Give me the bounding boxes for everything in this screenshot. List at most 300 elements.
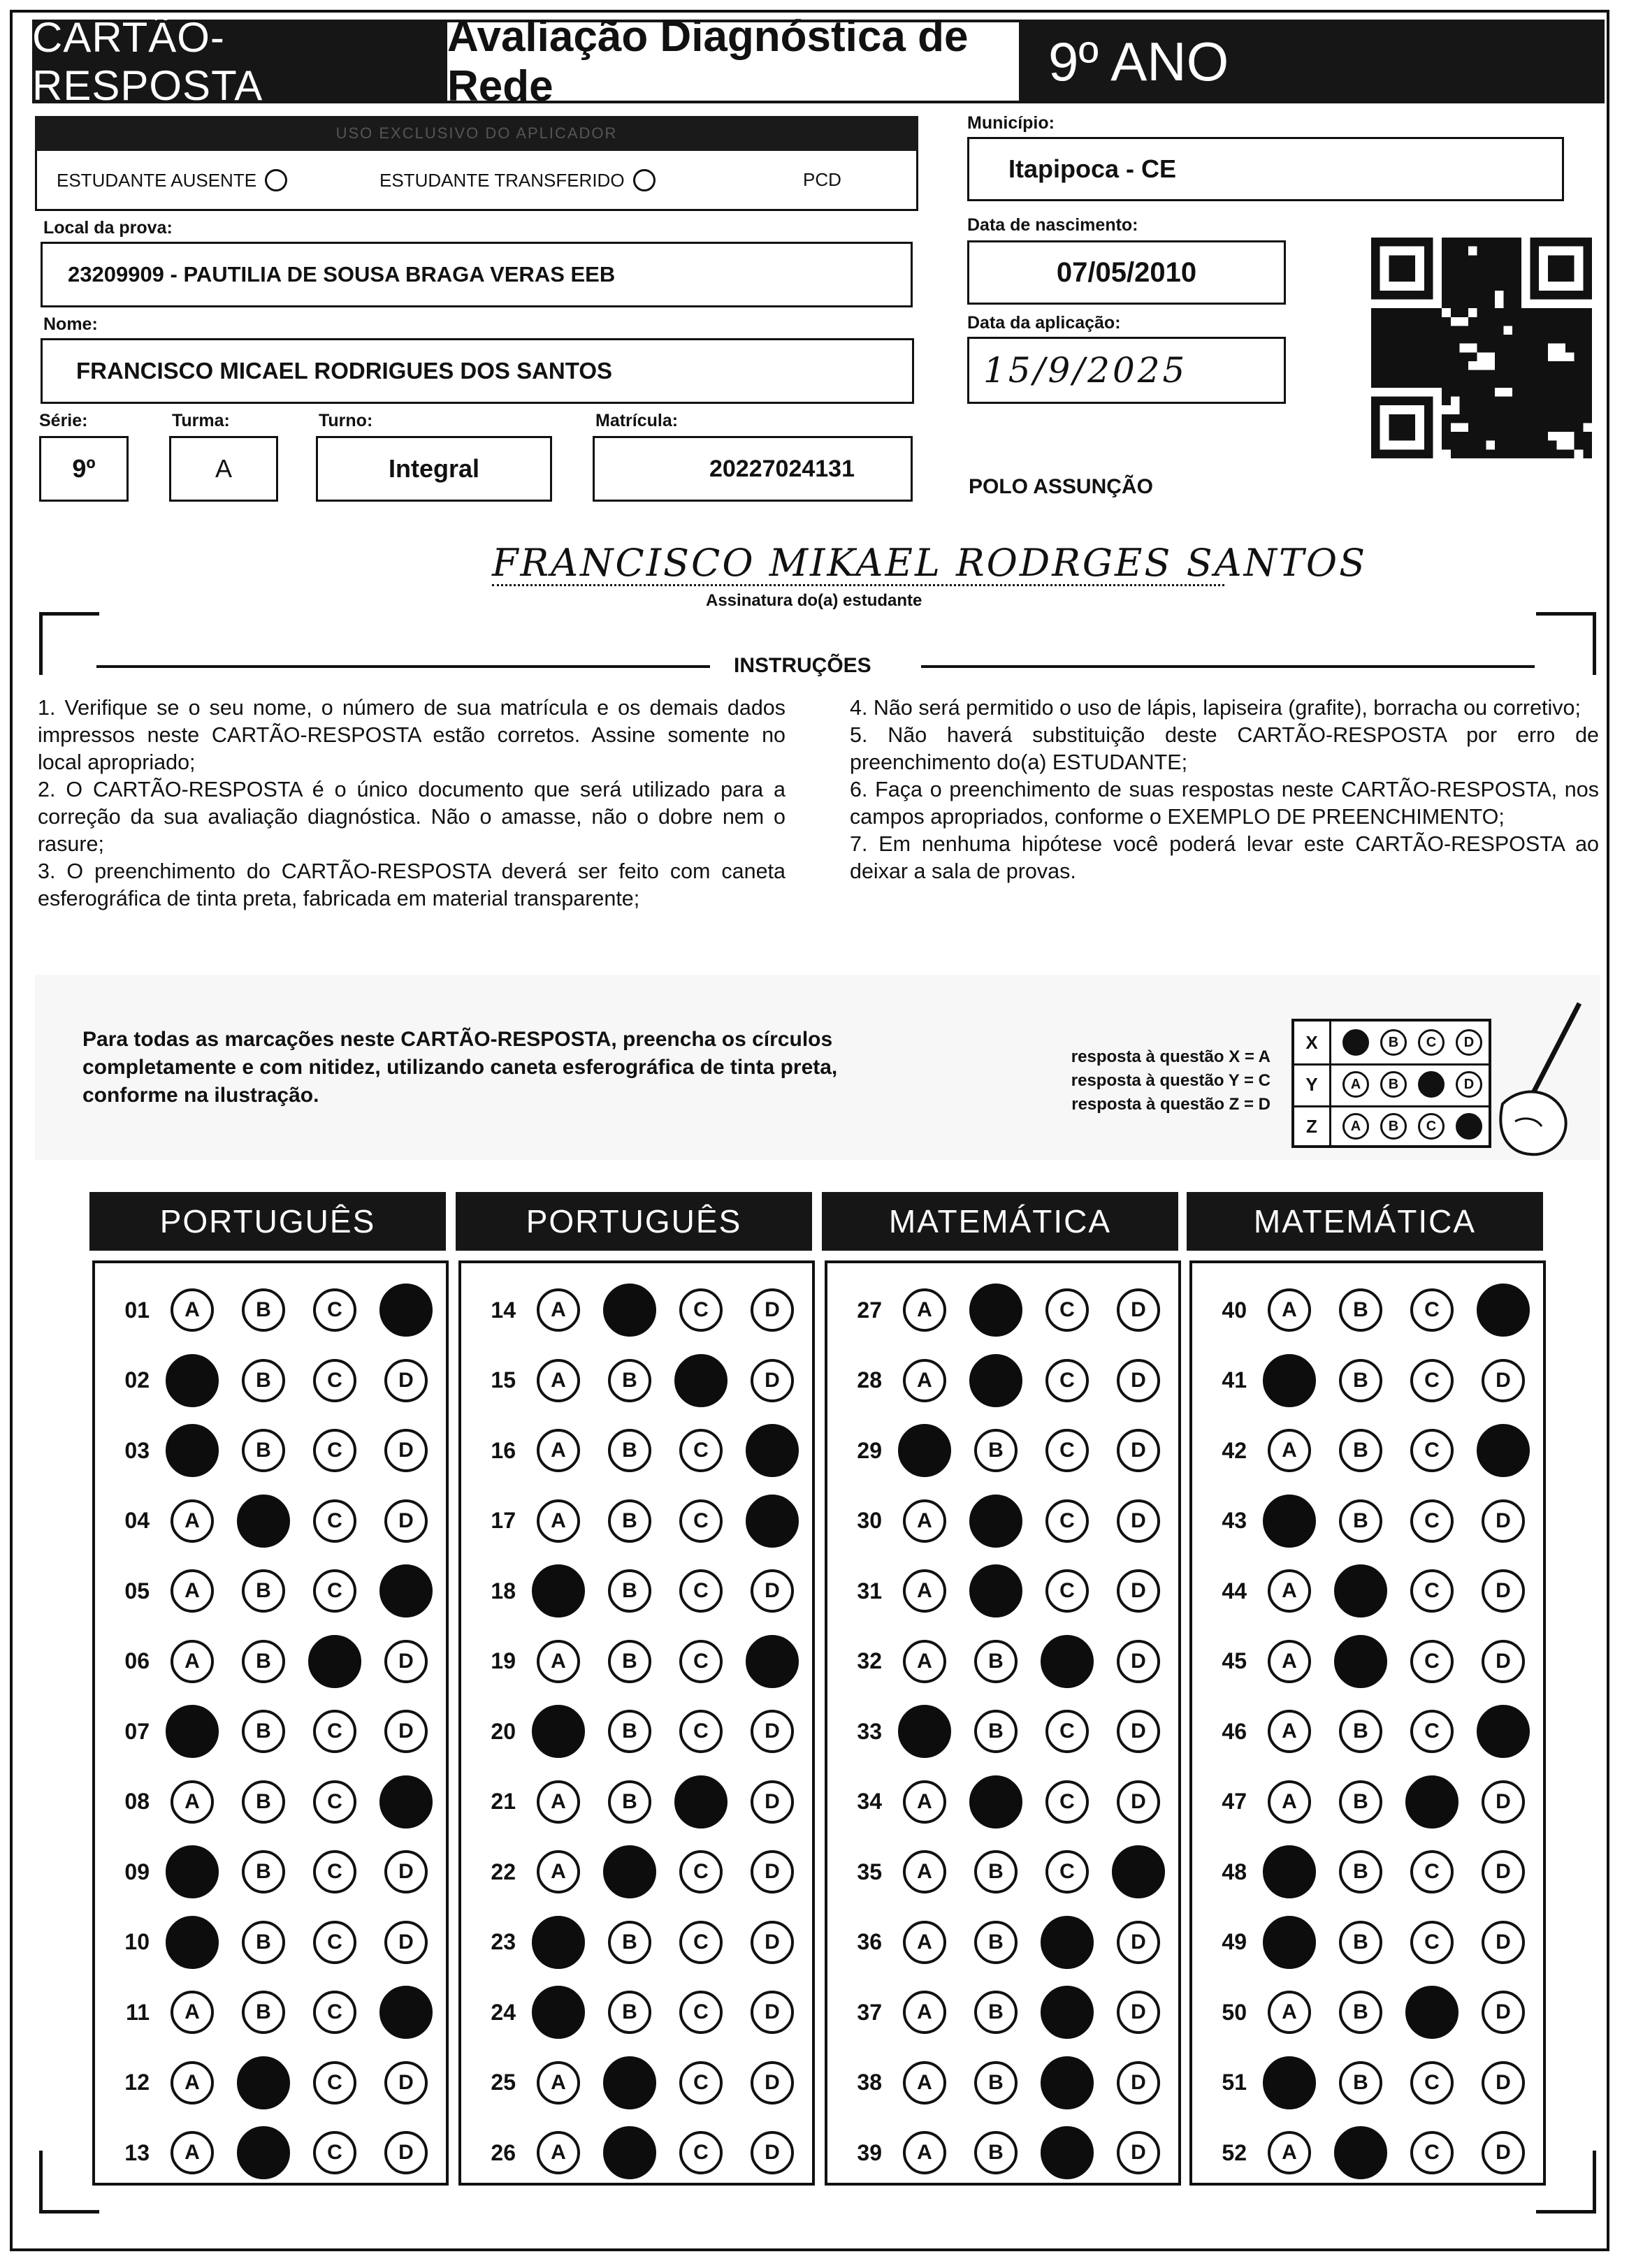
answer-bubble[interactable]: C — [313, 1921, 356, 1964]
answer-bubble-filled[interactable] — [1477, 1705, 1530, 1758]
answer-bubble[interactable]: A — [171, 1640, 214, 1683]
answer-bubble-filled[interactable] — [1041, 2056, 1094, 2109]
answer-bubble[interactable]: A — [903, 2131, 946, 2174]
answer-bubble[interactable]: D — [751, 1850, 794, 1893]
answer-bubble[interactable]: C — [313, 1569, 356, 1613]
turma-label: Turma: — [172, 411, 230, 430]
answer-bubble[interactable]: B — [242, 1991, 285, 2034]
question-number: 29 — [857, 1437, 882, 1463]
answer-bubble[interactable]: D — [1117, 1710, 1160, 1753]
answer-bubble[interactable]: C — [1410, 2061, 1454, 2105]
question-row — [1192, 1776, 1539, 1828]
answer-bubble[interactable]: B — [1339, 1921, 1382, 1964]
answer-bubble[interactable]: D — [751, 1359, 794, 1402]
answer-bubble[interactable]: D — [384, 1850, 428, 1893]
question-number: 34 — [857, 1789, 882, 1814]
subject-header: MATEMÁTICA — [1187, 1192, 1543, 1251]
fill-example-bubble: D — [1456, 1029, 1482, 1056]
answer-bubble-filled[interactable] — [237, 1495, 290, 1548]
answer-bubble[interactable]: A — [903, 2061, 946, 2105]
question-number: 12 — [124, 2070, 150, 2095]
answer-bubble-filled[interactable] — [1041, 1635, 1094, 1688]
answer-bubble[interactable]: A — [1268, 2131, 1311, 2174]
answer-bubble[interactable]: B — [1339, 2061, 1382, 2105]
answer-bubble[interactable]: C — [313, 2061, 356, 2105]
question-number: 31 — [857, 1578, 882, 1604]
corner-mark-top-left — [39, 612, 99, 675]
application-date-label: Data da aplicação: — [967, 313, 1121, 333]
answer-bubble[interactable]: D — [1482, 1850, 1525, 1893]
question-row — [827, 2057, 1174, 2109]
answer-bubble[interactable]: C — [1045, 1288, 1089, 1332]
answer-bubble[interactable]: D — [384, 1359, 428, 1402]
answer-bubble[interactable]: D — [1117, 1780, 1160, 1824]
answer-bubble-filled[interactable] — [166, 1916, 219, 1969]
answer-bubble-filled[interactable] — [603, 1284, 656, 1337]
answer-bubble[interactable]: B — [608, 1499, 651, 1543]
answer-bubble[interactable]: D — [1482, 1499, 1525, 1543]
answer-bubble[interactable]: B — [608, 1991, 651, 2034]
answer-bubble-filled[interactable] — [1405, 1775, 1458, 1829]
answer-bubble-filled[interactable] — [379, 1284, 433, 1337]
answer-bubble[interactable]: C — [679, 1921, 723, 1964]
municipio-label: Município: — [967, 113, 1055, 133]
exam-title: Avaliação Diagnóstica de Rede — [447, 20, 1019, 103]
fill-example-grid — [1291, 1019, 1491, 1148]
answer-bubble-filled[interactable] — [603, 2126, 656, 2179]
question-number: 21 — [491, 1789, 516, 1814]
question-row — [827, 1284, 1174, 1336]
answer-bubble[interactable]: D — [1117, 1288, 1160, 1332]
qr-code — [1371, 238, 1592, 458]
answer-bubble[interactable]: A — [903, 1921, 946, 1964]
answer-bubble-filled[interactable] — [1405, 1986, 1458, 2039]
answer-bubble[interactable]: B — [242, 1359, 285, 1402]
answer-bubble-filled[interactable] — [746, 1424, 799, 1477]
answer-bubble[interactable]: D — [1482, 2131, 1525, 2174]
answer-bubble-filled[interactable] — [379, 1986, 433, 2039]
answer-column — [458, 1260, 815, 2186]
answer-bubble[interactable]: A — [903, 1780, 946, 1824]
answer-bubble[interactable]: C — [1410, 1359, 1454, 1402]
turno-value: Integral — [388, 454, 480, 483]
answer-bubble[interactable]: C — [1045, 1359, 1089, 1402]
question-number: 51 — [1222, 2070, 1247, 2095]
answer-bubble-filled[interactable] — [1334, 1564, 1387, 1618]
answer-bubble[interactable]: D — [751, 2061, 794, 2105]
absent-option[interactable] — [57, 169, 287, 191]
answer-bubble[interactable]: B — [608, 1710, 651, 1753]
answer-bubble[interactable]: C — [313, 1850, 356, 1893]
answer-bubble[interactable]: D — [751, 1288, 794, 1332]
answer-bubble[interactable]: C — [1410, 1710, 1454, 1753]
answer-bubble[interactable]: C — [313, 1288, 356, 1332]
instructions-rule-left — [96, 665, 710, 668]
answer-bubble-filled[interactable] — [969, 1495, 1022, 1548]
answer-bubble[interactable]: C — [1410, 1429, 1454, 1472]
answer-bubble-filled[interactable] — [1263, 1845, 1316, 1898]
answer-bubble-filled[interactable] — [1334, 1635, 1387, 1688]
answer-bubble[interactable]: C — [1410, 1640, 1454, 1683]
transferred-radio[interactable] — [633, 169, 656, 191]
answer-bubble-filled[interactable] — [969, 1284, 1022, 1337]
question-row — [461, 1425, 808, 1476]
question-number: 41 — [1222, 1367, 1247, 1393]
serie-field — [39, 436, 129, 502]
answer-column — [92, 1260, 449, 2186]
answer-bubble[interactable]: B — [608, 1780, 651, 1824]
answer-bubble[interactable]: B — [242, 1288, 285, 1332]
answer-bubble[interactable]: B — [1339, 1359, 1382, 1402]
answer-bubble-filled[interactable] — [1334, 2126, 1387, 2179]
answer-bubble[interactable]: C — [1045, 1499, 1089, 1543]
instructions-title: INSTRUÇÕES — [734, 654, 871, 677]
answer-bubble[interactable]: D — [751, 1569, 794, 1613]
answer-bubble[interactable]: D — [384, 1429, 428, 1472]
fill-example-bubble — [1456, 1113, 1482, 1140]
answer-bubble[interactable]: B — [608, 1569, 651, 1613]
answer-bubble[interactable]: C — [679, 1499, 723, 1543]
name-label: Nome: — [43, 314, 98, 334]
question-number: 27 — [857, 1297, 882, 1323]
question-number: 18 — [491, 1578, 516, 1604]
answer-bubble[interactable]: C — [313, 1710, 356, 1753]
answer-bubble[interactable]: B — [974, 1710, 1018, 1753]
answer-bubble[interactable]: D — [1482, 1640, 1525, 1683]
question-number: 11 — [126, 1999, 150, 2025]
answer-bubble[interactable]: A — [1268, 1640, 1311, 1683]
answer-bubble[interactable]: C — [313, 1991, 356, 2034]
answer-bubble-filled[interactable] — [1263, 1916, 1316, 1969]
question-row — [95, 1636, 442, 1687]
fill-example-text: Para todas as marcações neste CARTÃO-RESPOSTA, preencha os círculos completamente e com nitidez, utilizando caneta esferográfica de tinta preta, conforme na ilustração. — [82, 1028, 838, 1107]
answer-bubble[interactable]: C — [679, 1991, 723, 2034]
answer-bubble[interactable]: B — [242, 1640, 285, 1683]
answer-bubble-filled[interactable] — [1041, 1986, 1094, 2039]
question-number: 32 — [857, 1648, 882, 1673]
answer-bubble-filled[interactable] — [969, 1354, 1022, 1407]
answer-bubble[interactable]: C — [1410, 1921, 1454, 1964]
answer-bubble[interactable]: C — [679, 1710, 723, 1753]
card-title: CARTÃO-RESPOSTA — [32, 20, 447, 103]
applicator-header: USO EXCLUSIVO DO APLICADOR — [35, 116, 918, 151]
instruction-3: 3. O preenchimento do CARTÃO-RESPOSTA deverá ser feito com caneta esferográfica de tinta preta, fabricada em material transparente; — [38, 859, 786, 910]
answer-bubble[interactable]: A — [537, 1499, 580, 1543]
answer-bubble-filled[interactable] — [166, 1845, 219, 1898]
answer-bubble[interactable]: A — [537, 2131, 580, 2174]
answer-bubble[interactable]: B — [242, 1850, 285, 1893]
question-row — [1192, 2057, 1539, 2109]
answer-bubble[interactable]: C — [313, 1499, 356, 1543]
answer-bubble[interactable]: D — [1117, 1569, 1160, 1613]
answer-bubble[interactable]: A — [903, 1640, 946, 1683]
answer-bubble-filled[interactable] — [532, 1564, 585, 1618]
question-row — [95, 1846, 442, 1898]
pcd-label: PCD — [803, 169, 841, 190]
answer-bubble[interactable]: B — [242, 1780, 285, 1824]
answer-bubble[interactable]: C — [679, 1569, 723, 1613]
answer-bubble-filled[interactable] — [1477, 1424, 1530, 1477]
answer-bubble[interactable]: D — [1117, 1640, 1160, 1683]
answer-bubble[interactable]: D — [384, 1710, 428, 1753]
question-row — [827, 1565, 1174, 1617]
answer-bubble[interactable]: A — [1268, 1991, 1311, 2034]
instruction-5: 5. Não haverá substituição deste CARTÃO-RESPOSTA por erro de preenchimento do(a) ESTUDANTE; — [850, 723, 1599, 774]
answer-bubble[interactable]: D — [751, 1780, 794, 1824]
serie-label: Série: — [39, 411, 88, 430]
answer-bubble[interactable]: C — [679, 1429, 723, 1472]
application-date-field[interactable] — [967, 337, 1286, 404]
answer-bubble[interactable]: A — [1268, 1288, 1311, 1332]
subject-header: PORTUGUÊS — [89, 1192, 446, 1251]
question-row — [95, 1565, 442, 1617]
question-row — [827, 1425, 1174, 1476]
answer-bubble[interactable]: A — [171, 2131, 214, 2174]
answer-bubble[interactable]: A — [537, 1850, 580, 1893]
answer-bubble[interactable]: D — [384, 2131, 428, 2174]
question-number: 38 — [857, 2070, 882, 2095]
fill-example-bubble: B — [1380, 1029, 1407, 1056]
answer-bubble[interactable]: A — [903, 1499, 946, 1543]
pen-hand-icon — [1482, 999, 1586, 1160]
answer-bubble[interactable]: A — [171, 1288, 214, 1332]
answer-bubble[interactable]: A — [1268, 1780, 1311, 1824]
answer-bubble-filled[interactable] — [166, 1705, 219, 1758]
instruction-7: 7. Em nenhuma hipótese você poderá levar este CARTÃO-RESPOSTA ao deixar a sala de provas. — [850, 832, 1599, 883]
answer-bubble-filled[interactable] — [532, 1916, 585, 1969]
answer-bubble[interactable]: A — [537, 1359, 580, 1402]
answer-bubble[interactable]: B — [1339, 1780, 1382, 1824]
answer-bubble[interactable]: A — [537, 1429, 580, 1472]
instruction-1: 1. Verifique se o seu nome, o número de sua matrícula e os demais dados impressos neste CARTÃO-RESPOSTA estão corretos. Assine somente no local apropriado; — [38, 696, 786, 774]
fill-example-key: Z — [1294, 1105, 1331, 1147]
question-row — [461, 1917, 808, 1968]
answer-bubble[interactable]: B — [1339, 1288, 1382, 1332]
name-value: FRANCISCO MICAEL RODRIGUES DOS SANTOS — [76, 358, 613, 384]
answer-bubble[interactable]: B — [242, 1710, 285, 1753]
answer-bubble[interactable]: B — [242, 1569, 285, 1613]
answer-bubble[interactable]: D — [384, 1921, 428, 1964]
question-number: 10 — [124, 1929, 150, 1954]
answer-bubble-filled[interactable] — [898, 1424, 951, 1477]
answer-bubble-filled[interactable] — [969, 1564, 1022, 1618]
answer-bubble[interactable]: C — [679, 2131, 723, 2174]
question-row — [95, 1776, 442, 1828]
question-row — [1192, 1495, 1539, 1547]
answer-bubble[interactable]: B — [608, 1921, 651, 1964]
answer-bubble-filled[interactable] — [1112, 1845, 1165, 1898]
answer-bubble[interactable]: C — [679, 2061, 723, 2105]
question-row — [461, 1776, 808, 1828]
instruction-2: 2. O CARTÃO-RESPOSTA é o único documento que será utilizado para a correção da sua avaliação diagnóstica. Não o amasse, não o dobre nem o rasure; — [38, 778, 786, 856]
answer-bubble[interactable]: B — [974, 1991, 1018, 2034]
answer-bubble[interactable]: B — [242, 1429, 285, 1472]
answer-bubble[interactable]: B — [974, 1850, 1018, 1893]
answer-bubble-filled[interactable] — [1263, 2056, 1316, 2109]
grade-title: 9º ANO — [1019, 20, 1605, 103]
answer-bubble[interactable]: C — [1410, 1850, 1454, 1893]
question-number: 09 — [124, 1859, 150, 1884]
question-number: 26 — [491, 2139, 516, 2165]
answer-bubble[interactable]: C — [313, 1780, 356, 1824]
answer-bubble[interactable]: C — [1410, 1288, 1454, 1332]
question-row — [1192, 1986, 1539, 2038]
answer-bubble[interactable]: B — [974, 2131, 1018, 2174]
answer-bubble-filled[interactable] — [746, 1495, 799, 1548]
pcd-option[interactable] — [803, 169, 841, 191]
answer-bubble[interactable]: D — [751, 1991, 794, 2034]
answer-column — [825, 1260, 1181, 2186]
answer-bubble[interactable]: A — [171, 2061, 214, 2105]
answer-bubble[interactable]: D — [751, 2131, 794, 2174]
answer-bubble-filled[interactable] — [1041, 1916, 1094, 1969]
answer-bubble-filled[interactable] — [898, 1705, 951, 1758]
fill-example-row — [1294, 1063, 1489, 1107]
answer-bubble[interactable]: B — [974, 1640, 1018, 1683]
answer-bubble[interactable]: C — [1045, 1429, 1089, 1472]
answer-bubble-filled[interactable] — [166, 1354, 219, 1407]
answer-bubble[interactable]: B — [608, 1359, 651, 1402]
answer-bubble[interactable]: C — [313, 2131, 356, 2174]
answer-bubble[interactable]: D — [384, 1499, 428, 1543]
answer-bubble[interactable]: D — [384, 1640, 428, 1683]
answer-bubble[interactable]: D — [1482, 1780, 1525, 1824]
answer-bubble[interactable]: A — [903, 1991, 946, 2034]
answer-bubble[interactable]: B — [1339, 1991, 1382, 2034]
answer-bubble-filled[interactable] — [308, 1635, 361, 1688]
answer-bubble[interactable]: C — [313, 1429, 356, 1472]
answer-bubble-filled[interactable] — [532, 1705, 585, 1758]
answer-bubble[interactable]: C — [1045, 1850, 1089, 1893]
fill-example-row — [1294, 1105, 1489, 1147]
question-number: 19 — [491, 1648, 516, 1673]
fill-example-line-y: resposta à questão Y = C — [1071, 1071, 1271, 1090]
answer-bubble[interactable]: B — [1339, 1710, 1382, 1753]
student-signature: FRANCISCO MIKAEL RODRGES SANTOS — [492, 541, 1368, 585]
question-row — [461, 1284, 808, 1336]
answer-bubble[interactable]: A — [903, 1850, 946, 1893]
question-row — [461, 1636, 808, 1687]
answer-bubble[interactable]: B — [242, 1921, 285, 1964]
answer-bubble[interactable]: A — [903, 1569, 946, 1613]
answer-bubble[interactable]: B — [1339, 1499, 1382, 1543]
answer-bubble[interactable]: C — [679, 1640, 723, 1683]
answer-bubble[interactable]: D — [751, 1921, 794, 1964]
answer-bubble[interactable]: A — [903, 1359, 946, 1402]
answer-bubble[interactable]: A — [171, 1991, 214, 2034]
question-row — [1192, 1846, 1539, 1898]
answer-bubble[interactable]: D — [384, 2061, 428, 2105]
absent-label: ESTUDANTE AUSENTE — [57, 169, 257, 191]
answer-bubble[interactable]: B — [608, 1640, 651, 1683]
answer-bubble[interactable]: D — [1482, 1991, 1525, 2034]
question-row — [827, 1636, 1174, 1687]
answer-bubble[interactable]: D — [1117, 1429, 1160, 1472]
answer-bubble-filled[interactable] — [603, 2056, 656, 2109]
question-number: 20 — [491, 1718, 516, 1744]
question-number: 22 — [491, 1859, 516, 1884]
answer-bubble[interactable]: A — [1268, 1710, 1311, 1753]
answer-bubble-filled[interactable] — [532, 1986, 585, 2039]
answer-bubble[interactable]: D — [751, 1710, 794, 1753]
answer-bubble[interactable]: D — [1482, 1359, 1525, 1402]
answer-bubble-filled[interactable] — [1263, 1495, 1316, 1548]
answer-bubble[interactable]: A — [1268, 1429, 1311, 1472]
answer-bubble[interactable]: C — [1045, 1780, 1089, 1824]
answer-bubble-filled[interactable] — [603, 1845, 656, 1898]
question-row — [1192, 1636, 1539, 1687]
answer-bubble-filled[interactable] — [237, 2126, 290, 2179]
answer-bubble[interactable]: C — [313, 1359, 356, 1402]
answer-bubble[interactable]: A — [537, 2061, 580, 2105]
answer-bubble[interactable]: C — [1045, 1710, 1089, 1753]
answer-bubble[interactable]: C — [679, 1288, 723, 1332]
answer-bubble[interactable]: A — [537, 1640, 580, 1683]
question-number: 24 — [491, 1999, 516, 2025]
subject-header: PORTUGUÊS — [456, 1192, 812, 1251]
answer-bubble[interactable]: B — [974, 1429, 1018, 1472]
answer-bubble-filled[interactable] — [1477, 1284, 1530, 1337]
answer-bubble[interactable]: C — [679, 1850, 723, 1893]
answer-bubble[interactable]: A — [171, 1569, 214, 1613]
fill-example-bubble: A — [1342, 1071, 1369, 1098]
answer-bubble[interactable]: D — [1117, 2131, 1160, 2174]
question-row — [95, 1986, 442, 2038]
answer-bubble-filled[interactable] — [1041, 2126, 1094, 2179]
answer-bubble[interactable]: B — [974, 1921, 1018, 1964]
answer-bubble[interactable]: D — [1482, 1569, 1525, 1613]
answer-bubble[interactable]: B — [1339, 1850, 1382, 1893]
answer-bubble[interactable]: D — [1117, 1499, 1160, 1543]
answer-bubble[interactable]: B — [1339, 1429, 1382, 1472]
answer-bubble[interactable]: A — [537, 1780, 580, 1824]
answer-bubble[interactable]: D — [1117, 2061, 1160, 2105]
answer-bubble[interactable]: A — [171, 1780, 214, 1824]
answer-bubble-filled[interactable] — [237, 2056, 290, 2109]
answer-bubble[interactable]: D — [1117, 1991, 1160, 2034]
answer-bubble[interactable]: A — [171, 1499, 214, 1543]
answer-bubble[interactable]: B — [608, 1429, 651, 1472]
answer-bubble-filled[interactable] — [674, 1775, 727, 1829]
answer-bubble[interactable]: A — [1268, 1569, 1311, 1613]
answer-bubble[interactable]: D — [1117, 1921, 1160, 1964]
answer-bubble-filled[interactable] — [379, 1775, 433, 1829]
signature-label: Assinatura do(a) estudante — [706, 591, 922, 610]
birthdate-value: 07/05/2010 — [1056, 256, 1197, 288]
answer-bubble-filled[interactable] — [379, 1564, 433, 1618]
transferred-option[interactable] — [379, 169, 656, 191]
answer-bubble-filled[interactable] — [166, 1424, 219, 1477]
answer-bubble-filled[interactable] — [746, 1635, 799, 1688]
answer-bubble[interactable]: A — [903, 1288, 946, 1332]
question-number: 43 — [1222, 1508, 1247, 1533]
answer-bubble[interactable]: C — [1045, 1569, 1089, 1613]
answer-bubble[interactable]: C — [1410, 2131, 1454, 2174]
corner-mark-top-right — [1536, 612, 1596, 675]
answer-bubble-filled[interactable] — [674, 1354, 727, 1407]
answer-bubble[interactable]: D — [1482, 2061, 1525, 2105]
answer-bubble-filled[interactable] — [969, 1775, 1022, 1829]
question-row — [827, 1917, 1174, 1968]
answer-bubble[interactable]: C — [1410, 1569, 1454, 1613]
answer-bubble[interactable]: D — [1482, 1921, 1525, 1964]
answer-bubble[interactable]: C — [1410, 1499, 1454, 1543]
answer-bubble-filled[interactable] — [1263, 1354, 1316, 1407]
answer-bubble[interactable]: A — [537, 1288, 580, 1332]
answer-bubble[interactable]: D — [1117, 1359, 1160, 1402]
absent-radio[interactable] — [265, 169, 287, 191]
answer-bubble[interactable]: B — [974, 2061, 1018, 2105]
